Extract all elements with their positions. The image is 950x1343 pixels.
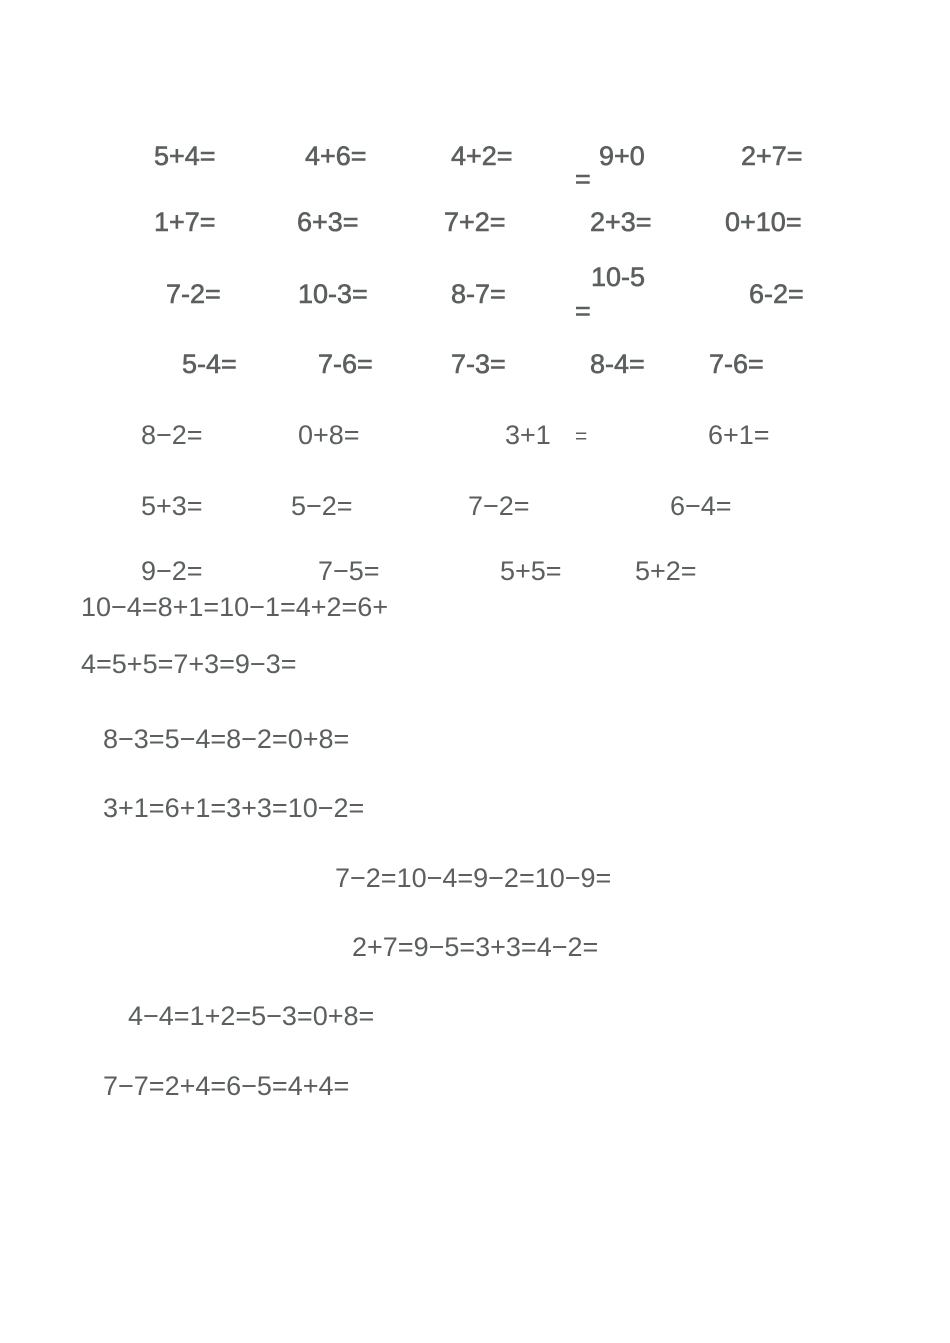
problem: 8-7= — [451, 279, 506, 309]
problem-line: 7−2=10−4=9−2=10−9= — [335, 863, 612, 893]
problem-equals: = — [575, 425, 588, 448]
problem: 5-4= — [182, 349, 237, 379]
problem-line: 4=5+5=7+3=9−3= — [81, 649, 297, 679]
problem: 0+8= — [298, 420, 360, 450]
problem: 6-2= — [749, 279, 804, 309]
problem: 0+10= — [725, 207, 802, 237]
problem: 7−2= — [468, 491, 530, 521]
problem-equals: = — [575, 164, 591, 194]
problem: 4+6= — [305, 141, 367, 171]
problem: 2+3= — [590, 207, 652, 237]
problem: 4+2= — [451, 141, 513, 171]
problem-line: 8−3=5−4=8−2=0+8= — [103, 724, 350, 754]
problem-equals: = — [575, 296, 591, 326]
problem: 5+4= — [154, 141, 216, 171]
problem: 7+2= — [444, 207, 506, 237]
problem: 10-3= — [298, 279, 368, 309]
problem: 10-5 — [591, 262, 646, 292]
problem: 8-4= — [590, 349, 645, 379]
problem-line: 10−4=8+1=10−1=4+2=6+ — [81, 592, 389, 622]
problem: 7−5= — [318, 556, 380, 586]
problem: 9−2= — [141, 556, 203, 586]
problem-line: 4−4=1+2=5−3=0+8= — [128, 1001, 375, 1031]
problem: 5+2= — [635, 556, 697, 586]
problem: 5+5= — [500, 556, 562, 586]
problem: 6+1= — [708, 420, 770, 450]
problem: 5+3= — [141, 491, 203, 521]
problem: 9+0 — [599, 141, 645, 171]
problem: 7-2= — [166, 279, 221, 309]
problem-line: 3+1=6+1=3+3=10−2= — [103, 793, 365, 823]
problem: 2+7= — [741, 141, 803, 171]
problem: 6−4= — [670, 491, 732, 521]
problem: 6+3= — [297, 207, 359, 237]
problem: 1+7= — [154, 207, 216, 237]
problem: 8−2= — [141, 420, 203, 450]
problem-line: 7−7=2+4=6−5=4+4= — [103, 1071, 350, 1101]
problem: 5−2= — [291, 491, 353, 521]
problem: 7-6= — [709, 349, 764, 379]
problem: 7-3= — [451, 349, 506, 379]
problem: 7-6= — [318, 349, 373, 379]
problem-line: 2+7=9−5=3+3=4−2= — [352, 932, 599, 962]
problem: 3+1 — [505, 420, 551, 450]
